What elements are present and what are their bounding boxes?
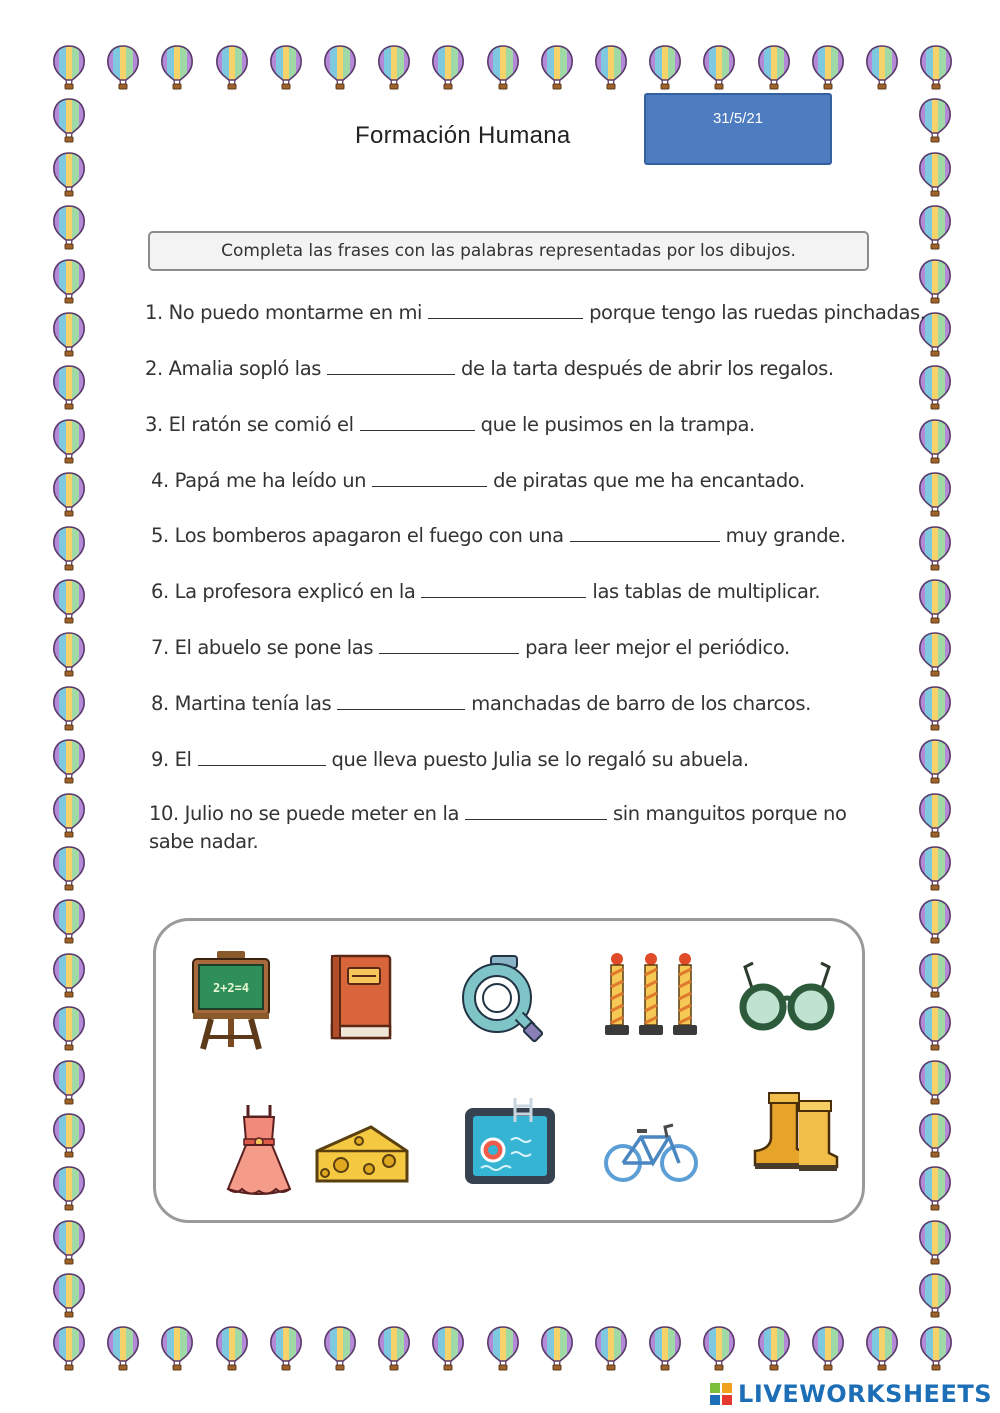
balloon-icon [918,631,952,677]
balloon-icon [811,1325,845,1371]
balloon-icon [918,258,952,304]
balloon-icon [918,1005,952,1051]
balloon-icon [918,418,952,464]
balloon-icon [377,44,411,90]
balloon-icon [52,97,86,143]
logo-grid-icon [710,1383,732,1405]
balloon-icon [865,44,899,90]
balloon-icon [594,1325,628,1371]
balloon-icon [323,1325,357,1371]
balloon-icon [918,525,952,571]
sentence-4-blank[interactable] [372,468,487,487]
dress-icon [224,1103,294,1201]
balloon-icon [540,44,574,90]
sentence-2-blank[interactable] [327,356,455,375]
balloon-icon [52,418,86,464]
sentence-5-blank[interactable] [570,523,720,542]
sentence-4 [151,468,805,492]
sentence-6 [151,579,820,603]
balloon-icon [52,685,86,731]
balloon-icon [486,1325,520,1371]
balloon-icon [269,44,303,90]
balloon-icon [52,1005,86,1051]
sentence-10-after: sin manguitos porque no sabe nadar. [149,802,847,853]
sentence-3-before: 3. El ratón se comió el [145,413,354,436]
balloon-icon [52,845,86,891]
balloon-icon [918,845,952,891]
balloon-icon [918,204,952,250]
balloon-icon [702,1325,736,1371]
balloon-icon [377,1325,411,1371]
balloon-icon [52,1165,86,1211]
balloon-icon [52,311,86,357]
sentence-3-blank[interactable] [360,412,475,431]
balloon-icon [757,1325,791,1371]
sentence-8 [151,691,811,715]
balloon-icon [52,151,86,197]
sentence-3 [145,412,755,436]
balloon-icon [160,1325,194,1371]
balloon-icon [215,44,249,90]
balloon-icon [702,44,736,90]
sentence-8-after: manchadas de barro de los charcos. [471,692,811,715]
balloon-icon [918,898,952,944]
hose-icon [461,954,547,1046]
balloon-icon [918,1219,952,1265]
sentence-6-blank[interactable] [421,579,586,598]
balloon-icon [757,44,791,90]
balloon-icon [52,1272,86,1318]
sentence-9 [151,747,749,771]
balloon-icon [540,1325,574,1371]
balloon-icon [52,1219,86,1265]
balloon-icon [918,738,952,784]
sentence-6-before: 6. La profesora explicó en la [151,580,416,603]
balloon-icon [918,1112,952,1158]
balloon-icon [52,952,86,998]
sentence-8-blank[interactable] [337,691,465,710]
balloon-icon [106,1325,140,1371]
balloon-icon [648,44,682,90]
sentence-9-blank[interactable] [198,747,326,766]
sentence-4-before: 4. Papá me ha leído un [151,469,367,492]
balloon-icon [323,44,357,90]
chalkboard-text: 2+2=4 [212,981,250,995]
bicycle-icon [603,1119,699,1185]
sentence-7-blank[interactable] [379,635,519,654]
balloon-icon [52,792,86,838]
balloon-icon [52,364,86,410]
sentence-5-before: 5. Los bomberos apagaron el fuego con una [151,524,564,547]
book-icon [328,954,394,1044]
sentence-9-before: 9. El [151,748,192,771]
sentence-8-before: 8. Martina tenía las [151,692,332,715]
balloon-icon [52,1325,86,1371]
picture-box [153,918,865,1223]
balloon-icon [431,44,465,90]
balloon-icon [52,204,86,250]
sentence-1 [145,300,926,324]
balloon-icon [52,525,86,571]
pool-icon [461,1096,559,1188]
sentence-5 [151,523,846,547]
sentence-9-after: que lleva puesto Julia se lo regaló su abuela. [331,748,749,771]
sentence-7-before: 7. El abuelo se pone las [151,636,374,659]
balloon-icon [52,578,86,624]
balloon-icon [594,44,628,90]
cheese-icon [311,1121,411,1187]
chalkboard-icon [189,951,273,1051]
sentence-2-after: de la tarta después de abrir los regalos. [461,357,834,380]
balloon-icon [52,1112,86,1158]
sentence-4-after: de piratas que me ha encantado. [493,469,805,492]
balloon-icon [918,792,952,838]
balloon-icon [160,44,194,90]
balloon-icon [648,1325,682,1371]
sentence-2-before: 2. Amalia sopló las [145,357,322,380]
sentence-1-blank[interactable] [428,300,583,319]
balloon-icon [918,97,952,143]
balloon-icon [918,471,952,517]
balloon-icon [106,44,140,90]
page-title: Formación Humana [355,122,571,149]
balloon-icon [918,1059,952,1105]
boots-icon [751,1089,839,1173]
sentence-6-after: las tablas de multiplicar. [592,580,821,603]
balloon-icon [52,1059,86,1105]
sentence-5-after: muy grande. [725,524,846,547]
balloon-icon [918,151,952,197]
balloon-icon [918,578,952,624]
date-text: 31/5/21 [712,110,764,127]
instruction-box: Completa las frases con las palabras representadas por los dibujos. [148,231,869,271]
sentence-10-blank[interactable] [465,801,607,820]
balloon-icon [215,1325,249,1371]
balloon-icon [919,1325,953,1371]
sentence-3-after: que le pusimos en la trampa. [480,413,755,436]
balloon-icon [918,685,952,731]
balloon-icon [52,258,86,304]
balloon-icon [52,898,86,944]
balloon-icon [918,1272,952,1318]
logo-text: LIVEWORKSHEETS [738,1380,992,1408]
sentence-1-before: 1. No puedo montarme en mi [145,301,423,324]
balloon-icon [431,1325,465,1371]
balloon-icon [269,1325,303,1371]
balloon-icon [52,631,86,677]
balloon-icon [811,44,845,90]
balloon-icon [918,952,952,998]
sentence-10-before: 10. Julio no se puede meter en la [149,802,460,825]
balloon-icon [486,44,520,90]
sentence-1-after: porque tengo las ruedas pinchadas. [589,301,926,324]
date-box [644,93,832,165]
sentence-10 [149,800,859,856]
balloon-icon [919,44,953,90]
sentence-7 [151,635,790,659]
liveworksheets-logo [710,1379,992,1409]
glasses-icon [739,961,835,1033]
balloon-icon [865,1325,899,1371]
balloon-icon [52,44,86,90]
candles-icon [603,949,699,1043]
balloon-icon [918,364,952,410]
sentence-7-after: para leer mejor el periódico. [525,636,790,659]
balloon-icon [52,738,86,784]
balloon-icon [52,471,86,517]
sentence-2 [145,356,834,380]
balloon-icon [918,1165,952,1211]
